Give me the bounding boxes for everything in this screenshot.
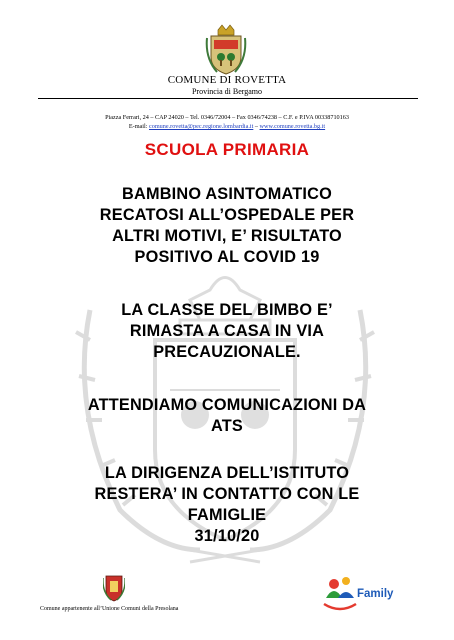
notice-line: ALTRI MOTIVI, E’ RISULTATO — [112, 227, 342, 245]
notice-line: LA DIRIGENZA DELL’ISTITUTO — [104, 464, 350, 482]
comune-name: COMUNE DI ROVETTA — [167, 74, 287, 86]
provincia-label: Provincia di Bergamo — [191, 87, 263, 96]
notice-paragraph-2 — [20, 300, 434, 363]
union-crest-icon — [103, 572, 125, 602]
contact-separator: – — [253, 123, 260, 130]
notice-line: POSITIVO AL COVID 19 — [134, 248, 320, 266]
contact-address-line: Piazza Ferrari, 24 – CAP 24020 – Tel. 0346/72004 – Fax 0346/74238 – C.F. e P.IVA 00338710163 — [105, 114, 349, 121]
notice-paragraph-3 — [20, 395, 434, 437]
family-logo-text: Family — [357, 588, 394, 600]
notice-line: RESTERA’ IN CONTATTO CON LE — [94, 485, 360, 503]
notice-line: RIMASTA A CASA IN VIA — [129, 322, 325, 340]
notice-date: 31/10/20 — [194, 527, 260, 545]
website-link[interactable]: www.comune.rovetta.bg.it — [259, 123, 326, 130]
notice-line: FAMIGLIE — [187, 506, 267, 524]
contact-web-line — [0, 123, 454, 130]
notice-line: ATTENDIAMO COMUNICAZIONI DA — [87, 396, 367, 414]
email-link[interactable]: comune.rovetta@pec.regione.lombardia.it — [149, 123, 254, 130]
notice-line: BAMBINO ASINTOMATICO — [122, 185, 332, 203]
notice-line: LA CLASSE DEL BIMBO E’ — [121, 301, 333, 319]
notice-paragraph-1 — [20, 184, 434, 268]
notice-line: RECATOSI ALL’OSPEDALE PER — [99, 206, 355, 224]
school-title: SCUOLA PRIMARIA — [144, 140, 310, 159]
email-label: E-mail: — [128, 123, 149, 130]
union-caption: Comune appartenente all’Unione Comuni della Presolana — [40, 606, 179, 612]
notice-paragraph-4 — [20, 463, 434, 547]
comune-crest-icon — [205, 24, 247, 76]
header-divider — [38, 98, 418, 99]
notice-line: PRECAUZIONALE. — [153, 343, 301, 361]
notice-line: ATS — [211, 417, 243, 435]
